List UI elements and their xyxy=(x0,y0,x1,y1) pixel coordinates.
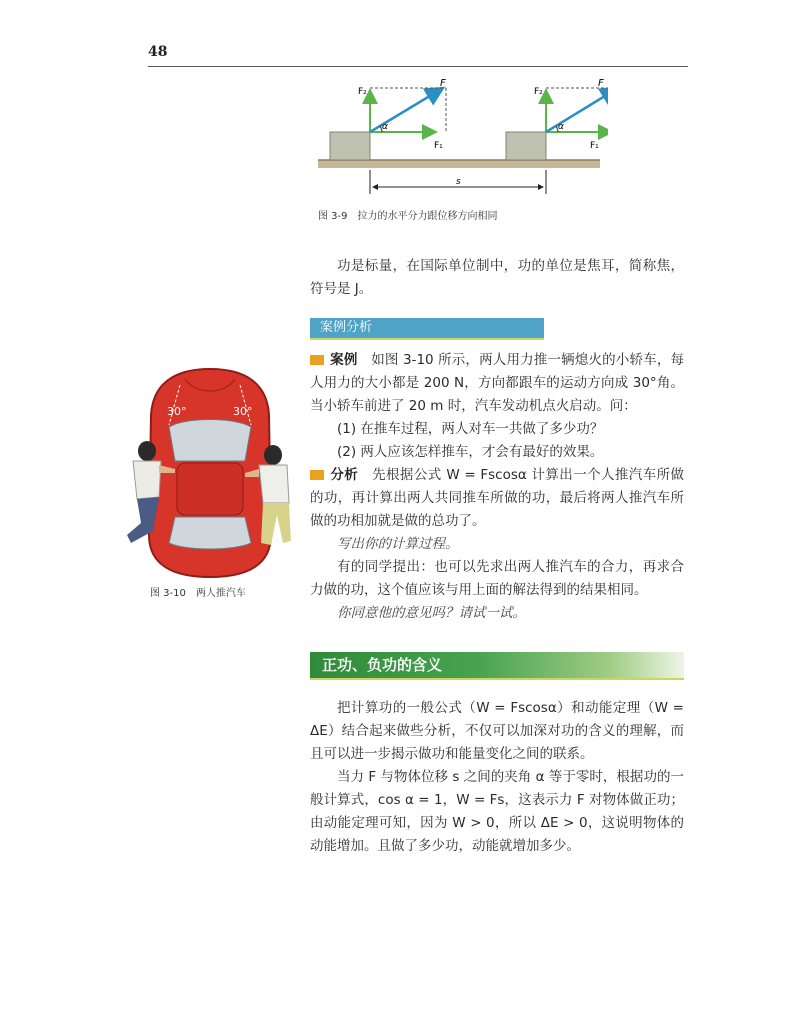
case-text: 如图 3-10 所示，两人用力推一辆熄火的小轿车，每人用力的大小都是 200 N，方向都跟车的运动方向成 30°角。当小轿车前进了 20 m 时，汽车发动机点火启动。问： xyxy=(310,352,684,414)
case-label: 案例 xyxy=(330,352,358,368)
person-right-pants xyxy=(261,503,291,545)
section-title-positive-work: 正功、负功的含义 xyxy=(322,656,443,674)
figure-3-9-diagram xyxy=(318,74,608,200)
section-header-case xyxy=(310,318,544,340)
figure-3-10-caption: 图 3-10 两人推汽车 xyxy=(150,588,246,599)
analysis-prompt-1: 写出你的计算过程。 xyxy=(337,536,459,552)
analysis-text: 先根据公式 W = Fscosα 计算出一个人推汽车所做的功，再计算出两人共同推车所做的功，最后将两人推汽车所做的功相加就是做的总功了。 xyxy=(310,467,685,529)
case-marker-icon xyxy=(310,355,324,365)
analysis-text-2: 有的同学提出：也可以先求出两人推汽车的合力，再求合力做的功，这个值应该与用上面的解法得到的结果相同。 xyxy=(310,559,684,598)
person-right-head xyxy=(264,445,282,465)
header-rule xyxy=(148,66,688,67)
page-number: 48 xyxy=(148,44,168,60)
case-paragraph xyxy=(310,349,684,418)
car-roof xyxy=(177,463,243,515)
para-positive-1: 把计算功的一般公式（W = Fscosα）和动能定理（W = ΔE）结合起来做些分析，不仅可以加深对功的含义的理解，而且可以进一步揭示做功和能量变化之间的联系。 xyxy=(310,700,684,762)
case-question-2: (2) 两人应该怎样推车，才会有最好的效果。 xyxy=(337,444,604,460)
figure-3-9-caption: 图 3-9 拉力的水平分力跟位移方向相同 xyxy=(318,211,498,222)
label-alpha-left: α xyxy=(382,122,388,132)
label-f1-left: F₁ xyxy=(434,141,443,151)
analysis-paragraph xyxy=(310,464,684,533)
force-f-right xyxy=(546,88,608,132)
label-f-right: F xyxy=(598,78,604,89)
analysis-marker-icon xyxy=(310,470,324,480)
analysis-label: 分析 xyxy=(330,467,359,483)
person-left-head xyxy=(138,441,156,461)
person-right-shirt xyxy=(259,465,289,503)
block-right xyxy=(506,132,546,160)
figure-3-10-car-illustration xyxy=(125,365,295,580)
car-windshield xyxy=(169,420,251,462)
label-s: s xyxy=(456,177,461,187)
label-alpha-right: α xyxy=(558,122,564,132)
section-header-positive-work xyxy=(310,652,684,680)
ground xyxy=(318,160,600,168)
label-f1-right: F₁ xyxy=(590,141,599,151)
case-question-1: (1) 在推车过程，两人对车一共做了多少功？ xyxy=(337,421,604,437)
section-title-case: 案例分析 xyxy=(320,320,373,335)
angle-label-right: 30° xyxy=(233,405,253,418)
analysis-prompt-2: 你同意他的意见吗？请试一试。 xyxy=(337,605,526,621)
label-f2-left: F₂ xyxy=(358,87,367,97)
person-left-shirt xyxy=(133,461,161,499)
label-f2-right: F₂ xyxy=(534,87,543,97)
block-left xyxy=(330,132,370,160)
force-f-left xyxy=(370,88,443,132)
para-unit: 功是标量，在国际单位制中，功的单位是焦耳，简称焦，符号是 J。 xyxy=(310,258,684,297)
para-positive-2: 当力 F 与物体位移 s 之间的夹角 α 等于零时，根据功的一般计算式，cos α = 1，W = Fs，这表示力 F 对物体做正功；由动能定理可知，因为 W > 0，所以 ΔE > 0，这说明物体的动能增加。且做了多少功，动能就增加多少。 xyxy=(310,769,684,854)
label-f-left: F xyxy=(440,78,446,89)
car-rear-window xyxy=(169,517,251,549)
angle-label-left: 30° xyxy=(167,405,187,418)
